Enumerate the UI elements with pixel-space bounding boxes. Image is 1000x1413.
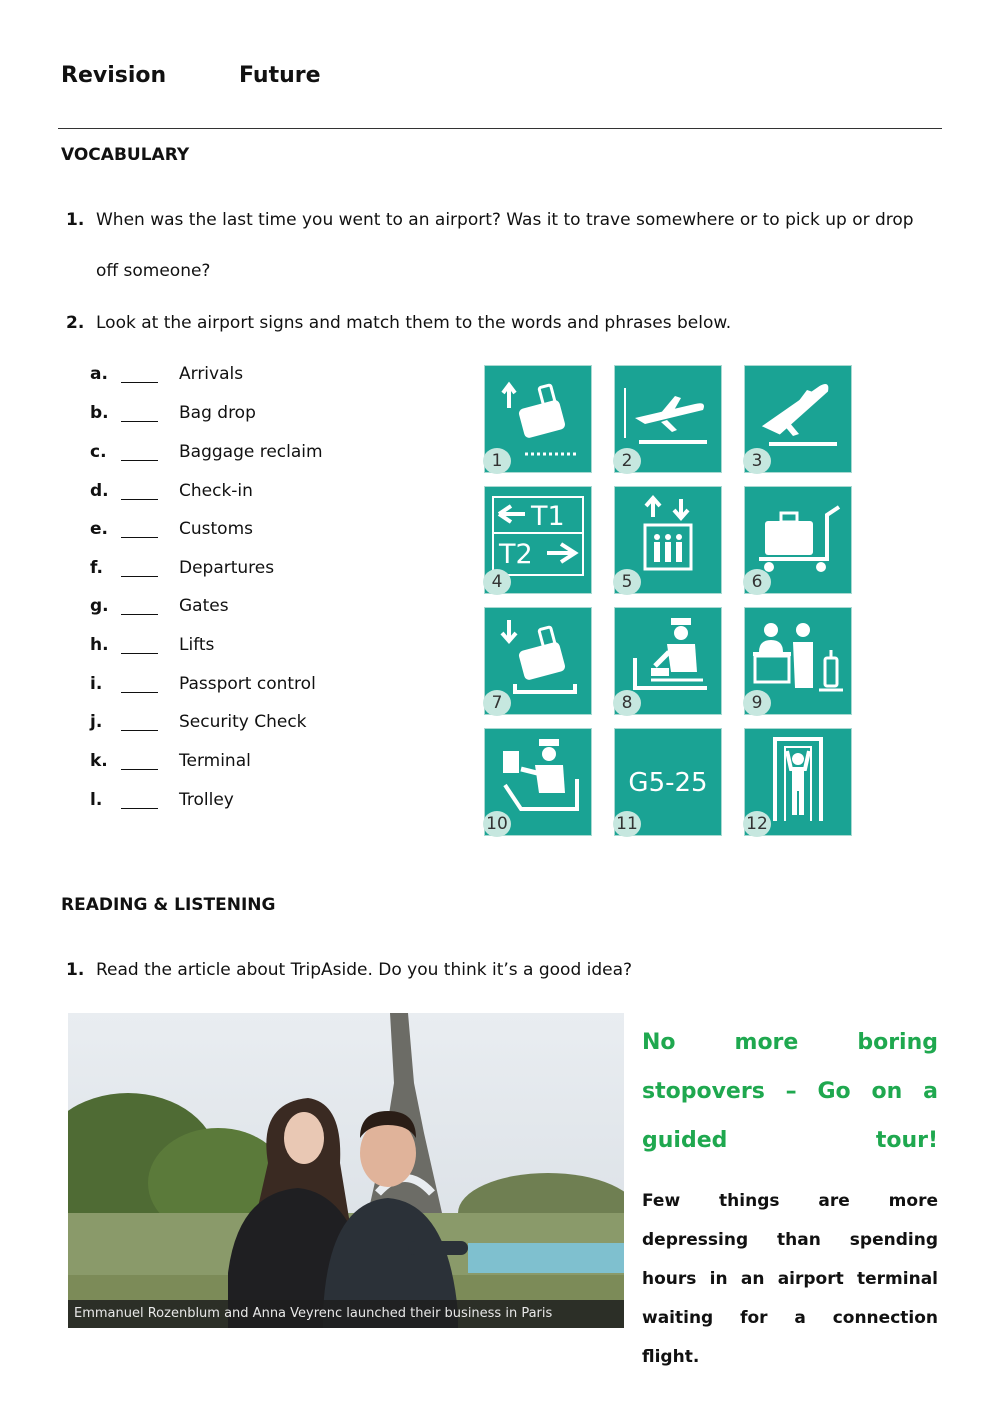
sign-number: 7: [483, 690, 511, 716]
sign-8: [614, 607, 722, 715]
sign-11: [614, 728, 722, 836]
header-divider: [58, 128, 942, 129]
item-word: Baggage reclaim: [179, 442, 323, 462]
question-number: 1.: [66, 960, 85, 980]
question-text: Look at the airport signs and match them to the words and phrases below.: [96, 313, 732, 333]
eiffel-tower-photo: [68, 1013, 624, 1328]
item-word: Customs: [179, 519, 253, 539]
sign-10: [484, 728, 592, 836]
item-letter: c.: [90, 442, 107, 462]
item-word: Trolley: [179, 790, 234, 810]
photo-caption: Emmanuel Rozenblum and Anna Veyrenc launched their business in Paris: [68, 1300, 624, 1328]
sign-1: [484, 365, 592, 473]
sign-number: 11: [613, 811, 641, 837]
answer-blank[interactable]: [121, 653, 158, 654]
item-word: Arrivals: [179, 364, 244, 384]
sign-12: [744, 728, 852, 836]
question-text: Read the article about TripAside. Do you think it’s a good idea?: [96, 960, 633, 980]
reading-question-1: [66, 959, 966, 981]
item-letter: g.: [90, 596, 109, 616]
item-letter: e.: [90, 519, 108, 539]
item-letter: d.: [90, 481, 109, 501]
item-letter: b.: [90, 403, 109, 423]
answer-blank[interactable]: [121, 382, 158, 383]
article-photo: [68, 1013, 624, 1328]
vocabulary-heading: VOCABULARY: [61, 145, 190, 165]
gates-label: G5-25: [628, 768, 708, 798]
sign-number: 1: [483, 448, 511, 474]
item-word: Terminal: [179, 751, 251, 771]
answer-blank[interactable]: [121, 499, 158, 500]
item-letter: i.: [90, 674, 103, 694]
item-letter: f.: [90, 558, 103, 578]
vocab-question-1-cont: off someone?: [96, 261, 211, 281]
answer-blank[interactable]: [121, 730, 158, 731]
item-word: Lifts: [179, 635, 215, 655]
article-headline: No more boring stopovers – Go on a guided tour!: [642, 1030, 938, 1153]
sign-2: [614, 365, 722, 473]
answer-blank[interactable]: [121, 460, 158, 461]
item-word: Check-in: [179, 481, 253, 501]
sign-5: [614, 486, 722, 594]
answer-blank[interactable]: [121, 614, 158, 615]
vocab-question-1: [66, 209, 966, 231]
sign-9: [744, 607, 852, 715]
sign-6: [744, 486, 852, 594]
sign-number: 12: [743, 811, 771, 837]
answer-blank[interactable]: [121, 808, 158, 809]
sign-number: 10: [483, 811, 511, 837]
question-number: 1.: [66, 210, 85, 230]
item-word: Security Check: [179, 712, 307, 732]
sign-number: 8: [613, 690, 641, 716]
item-letter: k.: [90, 751, 108, 771]
sign-number: 4: [483, 569, 511, 595]
answer-blank[interactable]: [121, 537, 158, 538]
item-word: Passport control: [179, 674, 316, 694]
terminal-1-label: T1: [531, 501, 565, 532]
item-word: Bag drop: [179, 403, 256, 423]
item-letter: j.: [90, 712, 103, 732]
revision-title: Revision: [61, 63, 167, 88]
sign-4: [484, 486, 592, 594]
airport-signs-grid: [472, 355, 858, 839]
item-letter: l.: [90, 790, 103, 810]
answer-blank[interactable]: [121, 576, 158, 577]
article-lead: Few things are more depressing than spending hours in an airport terminal waiting for a connection flight.: [642, 1191, 938, 1367]
future-title: Future: [239, 63, 321, 88]
sign-number: 6: [743, 569, 771, 595]
sign-7: [484, 607, 592, 715]
answer-blank[interactable]: [121, 692, 158, 693]
terminal-2-label: T2: [499, 539, 533, 570]
question-text: When was the last time you went to an airport? Was it to trave somewhere or to pick up or drop: [96, 210, 914, 230]
sign-number: 9: [743, 690, 771, 716]
question-number: 2.: [66, 313, 85, 333]
answer-blank[interactable]: [121, 421, 158, 422]
item-letter: a.: [90, 364, 108, 384]
sign-number: 2: [613, 448, 641, 474]
sign-number: 5: [613, 569, 641, 595]
item-word: Departures: [179, 558, 275, 578]
answer-blank[interactable]: [121, 769, 158, 770]
sign-3: [744, 365, 852, 473]
reading-heading: READING & LISTENING: [61, 895, 276, 915]
item-word: Gates: [179, 596, 229, 616]
vocab-question-2: [66, 312, 966, 334]
item-letter: h.: [90, 635, 109, 655]
sign-number: 3: [743, 448, 771, 474]
